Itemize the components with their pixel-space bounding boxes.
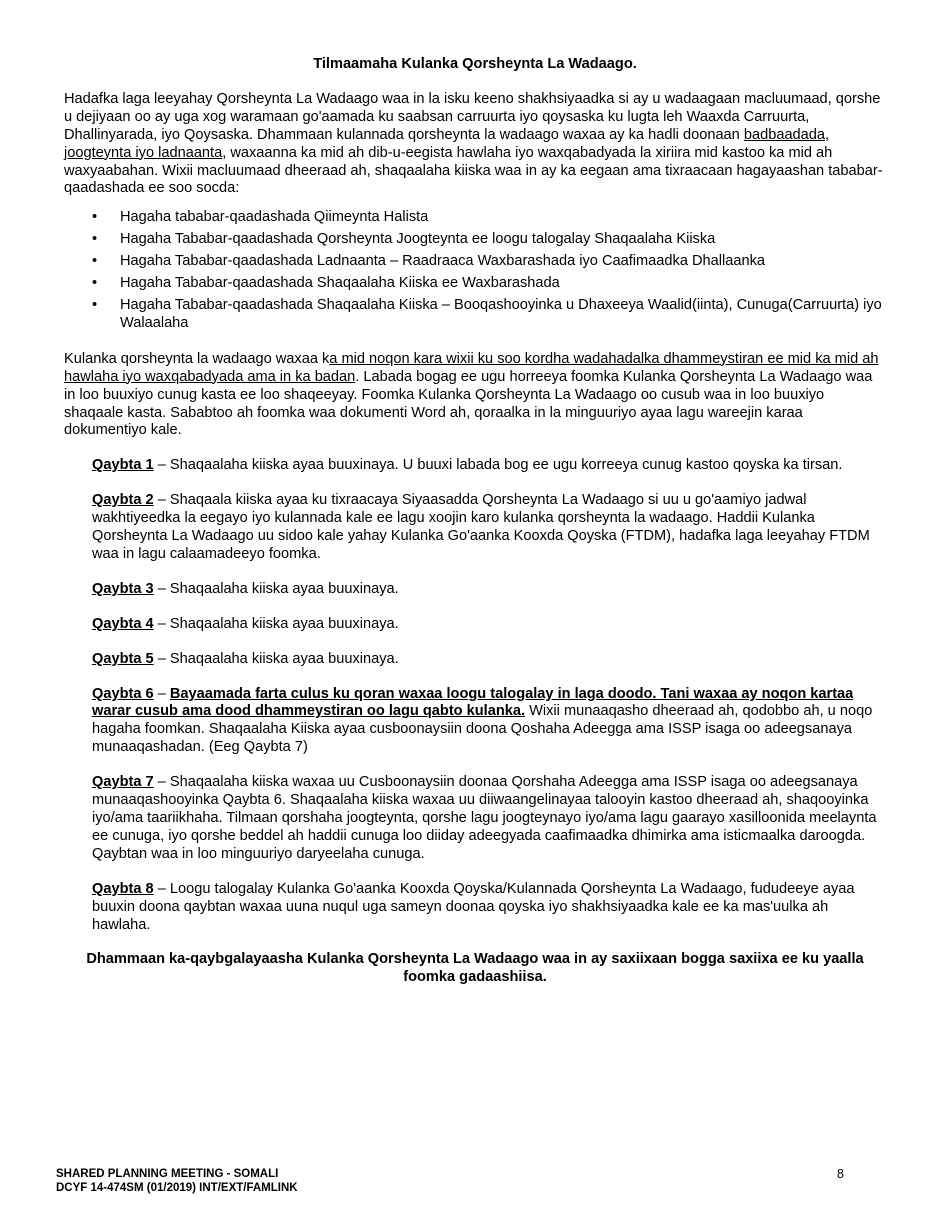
bullet-icon: • [92,253,98,270]
training-guides-list [64,209,886,332]
section-text: – Shaqaalaha kiiska ayaa buuxinaya. [153,580,399,597]
intro-underlined-text: badbaadada, joogteynta iyo ladnaanta [64,126,830,161]
intro-text-1: Hadafka laga leeyahay Qorsheynta La Wadaago waa in la isku keeno shakhsiyaadka si ay u wadaagaan macluumaad, qorshe u dejiyaan oo ay uga xog waramaan go'aamada ku saabsan carruurta iyo qoysaska ku lugta leh Waaxda Carruurta, Dhallinyarada, iyo Qoysaska. Dhammaan kulannada qorsheynta la wadaago waxaa ay ka hadli doonaan [64,90,881,143]
page-number: 8 [837,1167,844,1181]
form-number: DCYF 14-474SM (01/2019) INT/EXT/FAMLINK [56,1182,298,1194]
list-item [92,209,886,227]
section-1-instruction [92,457,886,475]
section-text: – Shaqaalaha kiiska ayaa buuxinaya. [153,615,399,632]
list-item-text: Hagaha Tababar-qaadashada Shaqaalaha Kiiska – Booqashooyinka u Dhaxeeya Waalid(iinta), Cunuga(Carruurta) iyo Walaalaha [120,296,882,331]
section-text: Wixii munaaqasho dheeraad ah, qodobbo ah, u noqo hagaha foomkan. Shaqaalaha Kiiska ayaa cusboonaysiin doona Qoshaha Adeegga ama ISSP isaga oo adeegsanaya munaaqashadan. (Eeg Qaybta 7) [92,703,873,756]
section-label: Qaybta 8 [92,880,154,897]
usage-text-2: . Labada bogag ee ugu horreeya foomka Kulanka Qorsheynta La Wadaago waa in loo buuxiyo cunug kasta ee loo shaqeeyay. Foomka Kulanka Qorsheynta La Wadaago oo cusub waa in loo buuxiyo shaqaale kasta. Sababtoo ah foomka waa dokumenti Word ah, qoraalka in la minguuriyo ayaa lagu wareejin karaa dokumentiyo kale. [64,368,873,439]
section-5-instruction [92,651,886,669]
intro-text-2: , waxaanna ka mid ah dib-u-eegista hawlaha iyo waxqabadyada la xiriira mid kastoo ka mid ah waxyaabahan. Wixii macluumaad dheeraad ah, shaqaalaha kiiska waa in ay ka eegaan ama tixraacaan hagayaashan tababar-qaadashada ee soo socda: [64,144,883,197]
section-text: – Shaqaalaha kiiska ayaa buuxinaya. U buuxi labada bog ee ugu korreeya cunug kastoo qoyska ka tirsan. [153,457,843,474]
page-title: Tilmaamaha Kulanka Qorsheynta La Wadaago. [313,56,637,72]
usage-text-1: Kulanka qorsheynta la wadaago waxaa k [64,350,330,367]
section-4-instruction [92,616,886,634]
section-label: Qaybta 3 [92,580,154,597]
bullet-icon: • [92,275,98,292]
section-label: Qaybta 2 [92,492,154,509]
section-text: – Shaqaala kiiska ayaa ku tixraacaya Siyaasadda Qorsheynta La Wadaago si uu u go'aamiyo jadwal wakhtiyeedka la eegayo iyo kulannada kale ee lagu xoojin karo kulanka qorsheynta la wadaago. Haddii Kulanka Qorsheynta La Wadaago uu sidoo kale yahay Kulanka Go'aanka Kooxda Qoyska (FTDM), hadafka laga leeyahay FTDM waa in lagu calaamadeeyo foomka. [92,492,870,562]
usage-paragraph [64,351,886,441]
bullet-icon: • [92,231,98,248]
list-item [92,275,886,293]
list-item-text: Hagaha tababar-qaadashada Qiimeynta Halista [120,209,429,226]
form-name: SHARED PLANNING MEETING - SOMALI [56,1168,279,1180]
list-item-text: Hagaha Tababar-qaadashada Ladnaanta – Raadraaca Waxbarashada iyo Caafimaadka Dhallaanka [120,253,766,270]
section-7-instruction [92,774,886,864]
section-label: Qaybta 7 [92,774,154,791]
intro-paragraph [64,91,886,198]
form-footer [56,1167,298,1195]
list-item [92,253,886,271]
section-text: – Shaqaalaha kiiska waxaa uu Cusboonaysiin doonaa Qorshaha Adeegga ama ISSP isaga oo adeegsanaya munaaqashooyinka Qaybta 6. Shaqaalaha kiiska waxaa uu diiwaangelinayaa talooyin kastoo dheeraad ah, shaqooyinka iyo/ama taariikhaha. Tilmaan qorshaha joogteynta, qorshe lagu joogteynayo iyo/ama lagu gaarayo xasilloonida meelaynta ee cunuga, iyo qorshe beddel ah haddii cunuga loo diiday adeegyada caafimaadka dhimirka ama isticmaalka daroogda. Qaybtan waa in loo minguuriyo daryeelaha cunuga. [92,774,877,862]
section-dash: – [153,685,170,702]
section-label: Qaybta 1 [92,457,154,474]
section-label: Qaybta 4 [92,615,154,632]
section-6-instruction [92,686,886,758]
section-2-instruction [92,492,886,564]
section-text: – Loogu talogalay Kulanka Go'aanka Kooxda Qoyska/Kulannada Qorsheynta La Wadaago, fududeeye ayaa buuxin doona qaybtan waxaa uuna nuqul uga sameyn doonaa qoyska iyo shakhsiyaadka kale ee ka mas'uulka ah hawlaha. [92,880,855,933]
list-item-text: Hagaha Tababar-qaadashada Qorsheynta Joogteynta ee loogu talogalay Shaqaalaha Kiiska [120,231,716,248]
bullet-icon: • [92,209,98,226]
list-item [92,296,886,333]
section-3-instruction [92,581,886,599]
signature-notice: Dhammaan ka-qaybgalayaasha Kulanka Qorsheynta La Wadaago waa in ay saxiixaan bogga saxiixa ee ku yaalla foomka gadaashiisa. [86,951,864,986]
document-page [64,56,886,987]
list-item [92,231,886,249]
section-label: Qaybta 5 [92,650,154,667]
list-item-text: Hagaha Tababar-qaadashada Shaqaalaha Kiiska ee Waxbarashada [120,275,560,292]
bullet-icon: • [92,296,98,313]
section-label: Qaybta 6 [92,685,154,702]
usage-underlined-text: a mid noqon kara wixii ku soo kordha wadahadalka dhammeystiran ee mid ka mid ah hawlaha iyo waxqabadyada ama in ka badan [64,350,879,385]
section-emphasis-text: Bayaamada farta culus ku qoran waxaa loogu talogalay in laga doodo. Tani waxaa ay noqon kartaa warar cusub ama dood dhammeystiran oo lagu qabto kulanka. [92,685,854,720]
section-text: – Shaqaalaha kiiska ayaa buuxinaya. [153,650,399,667]
section-8-instruction [92,881,886,935]
